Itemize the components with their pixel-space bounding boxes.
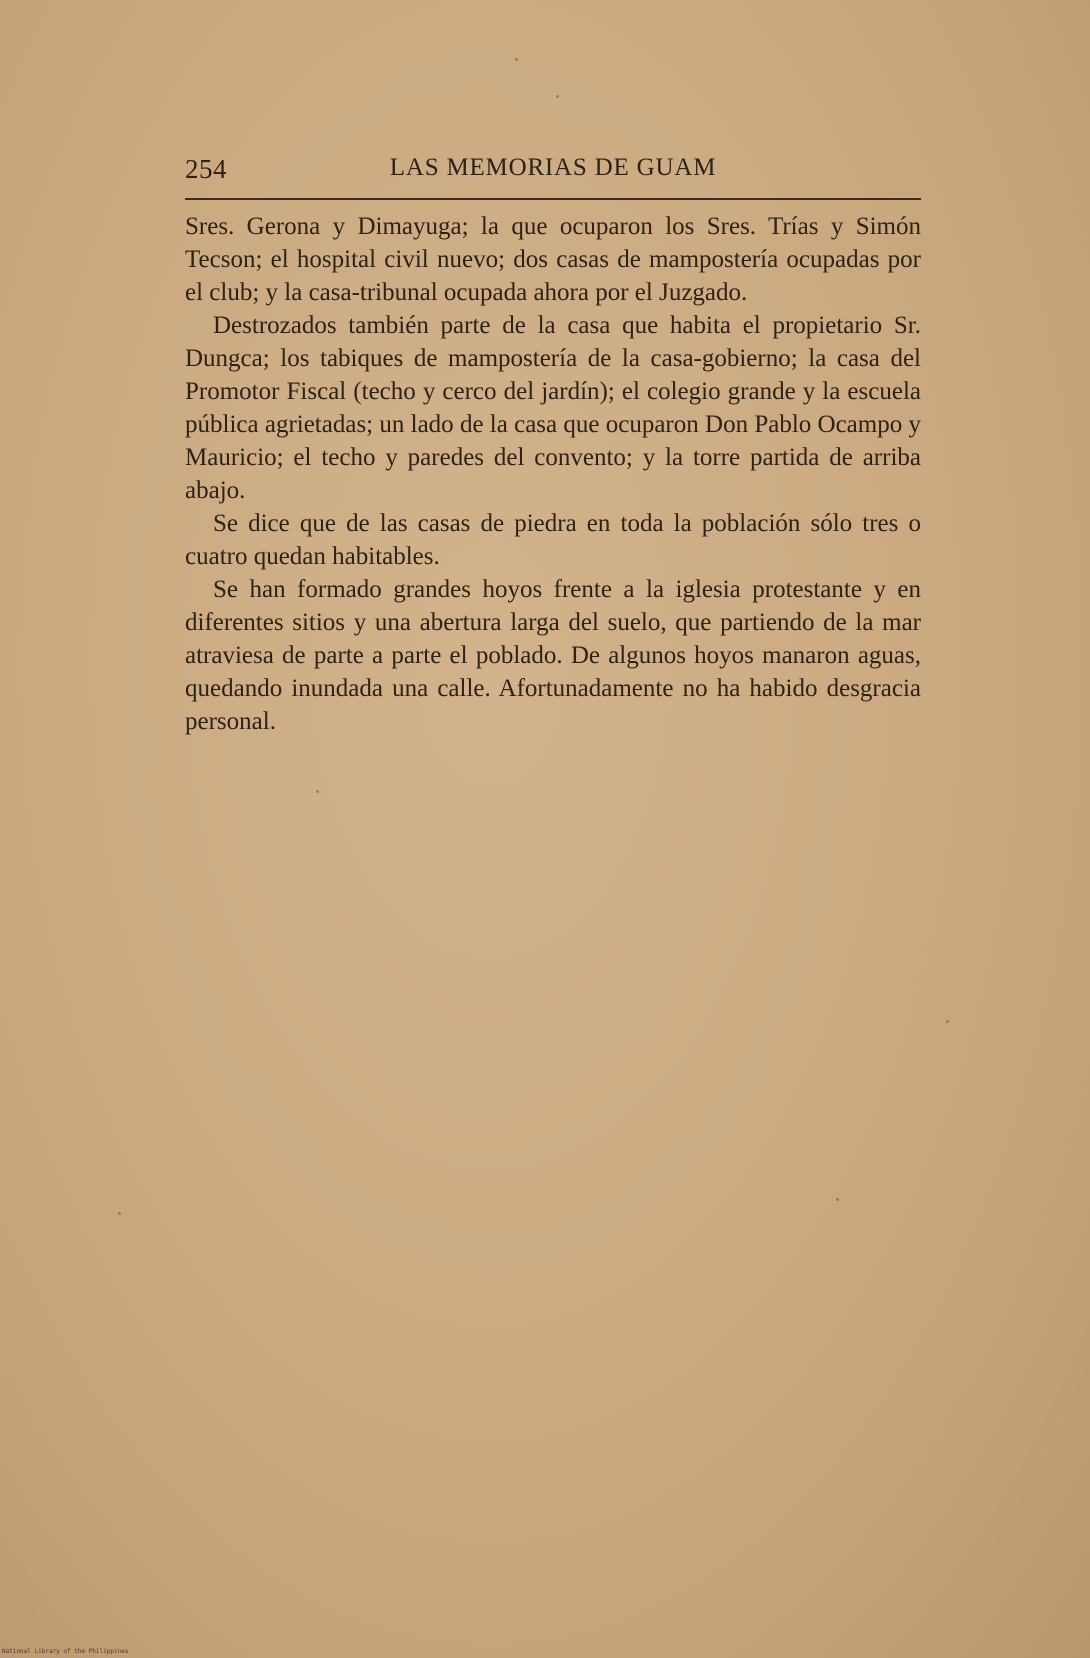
running-title: LAS MEMORIAS DE GUAM: [389, 154, 717, 181]
header-rule: [185, 198, 921, 200]
library-credit: National Library of the Philippines: [2, 1648, 129, 1655]
paper-speck: [118, 1212, 121, 1215]
paragraph-3: Se dice que de las casas de piedra en toda la población sólo tres o cuatro quedan habitables.: [185, 510, 921, 570]
paper-speck: [946, 1020, 949, 1023]
paragraph-1: Sres. Gerona y Dimayuga; la que ocuparon los Sres. Trías y Simón Tecson; el hospital civil nuevo; dos casas de mampostería ocupadas por el club; y la casa-tribunal ocupada ahora por el Juzgado.: [185, 213, 921, 306]
page-header: [185, 150, 921, 194]
paper-speck: [836, 1198, 839, 1201]
paper-speck: [515, 58, 518, 61]
paragraph-4: Se han formado grandes hoyos frente a la iglesia protestante y en diferentes sitios y una abertura larga del suelo, que partiendo de la mar atraviesa de parte a parte el poblado. De algunos hoyos manaron aguas, quedando inundada una calle. Afortunadamente no ha habido desgracia personal.: [185, 576, 921, 735]
paragraph-2: Destrozados también parte de la casa que habita el propietario Sr. Dungca; los tabiques de mampostería de la casa-gobierno; la casa del Promotor Fiscal (techo y cerco del jardín); el colegio grande y la escuela pública agrietadas; un lado de la casa que ocuparon Don Pablo Ocampo y Mauricio; el techo y paredes del convento; y la torre partida de arriba abajo.: [185, 312, 921, 504]
paper-speck: [556, 95, 559, 98]
body-text: [185, 210, 921, 738]
paper-speck: [316, 790, 319, 793]
page-number: 254: [185, 154, 227, 184]
